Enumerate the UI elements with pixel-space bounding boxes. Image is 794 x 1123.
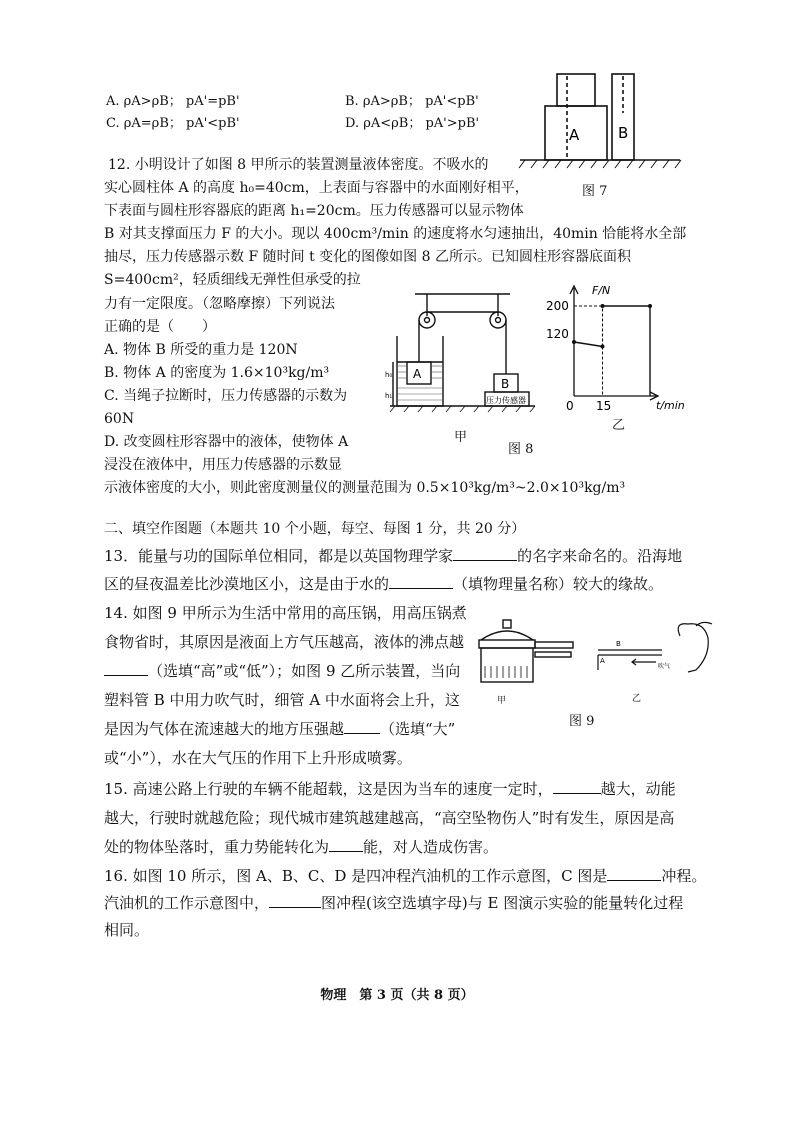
fig8-caption: 图 8 (508, 442, 534, 457)
q16-text-2b: 图冲程(该空选填字母)与 E 图演示实验的能量转化过程 (321, 894, 684, 912)
page-footer: 物理 第 3 页（共 8 页） (320, 988, 474, 1003)
q11-option-b: B. ρA>ρB； pA'<pB' (345, 94, 479, 109)
q14-line-2: 食物省时，其原因是液面上方气压越高，液体的沸点越 (104, 633, 465, 651)
fig9-jia-label: 甲 (497, 696, 507, 706)
fig8-yi-label: 乙 (612, 418, 626, 433)
graph-segment-declining (574, 342, 603, 347)
q13-text-1b: 的名字来命名的。沿海地 (517, 547, 683, 565)
q15-text-1a: 15. 高速公路上行驶的车辆不能超载，这是因为当车的速度一定时， (104, 780, 553, 798)
graph-ylabel: F/N (592, 284, 611, 297)
q12-option-a: A. 物体 B 所受的重力是 120N (104, 342, 298, 358)
fig8-jia-label: 甲 (454, 430, 468, 445)
q15-line-2: 越大，行驶时就越危险；现代城市建筑越建越高，“高空坠物伤人”时有发生，原因是高 (104, 809, 675, 827)
x-tick-label: 15 (596, 399, 612, 413)
q14-line-1: 14. 如图 9 甲所示为生活中常用的高压锅，用高压锅煮 (104, 604, 467, 622)
q12-line-8: 正确的是（ ） (104, 319, 216, 335)
graph-xlabel: t/min (656, 399, 685, 412)
figure-8-graph (540, 282, 690, 422)
fig9-label-b: B (616, 640, 621, 648)
figure-7 (515, 68, 685, 170)
fig9-yi-label: 乙 (632, 694, 642, 704)
q15-line-3 (104, 837, 498, 857)
q12-option-c-line-1: C. 当绳子拉断时，压力传感器的示数为 (104, 388, 348, 404)
q14-line-5 (104, 719, 455, 739)
q11-option-c: C. ρA=ρB； pA'<pB' (106, 116, 240, 131)
q16-text-1a: 16. 如图 10 所示，图 A、B、C、D 是四冲程汽油机的工作示意图，C 图是 (104, 867, 608, 885)
fig8-sensor-label: 压力传感器 (486, 396, 526, 405)
q12-option-d-line-3: 示液体密度的大小，则此密度测量仪的测量范围为 0.5×10³kg/m³~2.0×10³kg/m³ (104, 480, 626, 496)
q13-line-2 (104, 574, 663, 594)
q16-line-1 (104, 866, 706, 886)
q14-text-5b: （选填“大” (380, 720, 456, 738)
graph-point (572, 340, 576, 344)
q13-text-2b: （填物理量名称）较大的缘故。 (453, 575, 664, 593)
q15-text-1b: 越大，动能 (600, 780, 676, 798)
q15-blank-1[interactable] (553, 781, 601, 794)
q15-line-1 (104, 779, 676, 799)
figure-9-spray-device (592, 618, 722, 690)
q16-blank-2[interactable] (269, 895, 321, 908)
q15-text-3a: 处的物体坠落时，重力势能转化为 (104, 838, 330, 856)
graph-point (601, 345, 605, 349)
q16-text-2a: 汽油机的工作示意图中， (104, 894, 270, 912)
q11-option-d: D. ρA<ρB； pA'>pB' (345, 116, 480, 131)
fig8-h1-label: h₁ (385, 392, 393, 400)
q12-option-d-line-1: D. 改变圆柱形容器中的液体，使物体 A (104, 434, 349, 450)
q16-line-2 (104, 893, 683, 913)
q13-blank-2[interactable] (389, 576, 453, 589)
fig8-label-b: B (501, 377, 510, 391)
q15-text-3b: 能，对人造成伤害。 (363, 838, 499, 856)
figure-9-pressure-cooker (475, 618, 575, 690)
q14-line-4: 塑料管 B 中用力吹气时，细管 A 中水面将会上升，这 (104, 691, 460, 709)
section-2-title: 二、填空作图题（本题共 10 个小题，每空、每图 1 分，共 20 分） (104, 521, 526, 537)
q15-blank-2[interactable] (329, 839, 363, 852)
q12-line-3: 下表面与圆柱形容器底的距离 h₁=20cm。压力传感器可以显示物体 (104, 203, 524, 219)
q14-text-3b: （选填“高”或“低”）；如图 9 乙所示装置，当向 (148, 662, 461, 680)
cooker-handle-top (535, 642, 573, 648)
fig7-label-a: A (569, 126, 580, 144)
fig8-h0-label: h₀ (385, 371, 393, 379)
figure-8-apparatus (385, 288, 545, 426)
q12-line-7: 力有一定限度。（忽略摩擦）下列说法 (104, 296, 335, 312)
q12-line-1: 12. 小明设计了如图 8 甲所示的装置测量液体密度。不吸水的 (108, 157, 489, 173)
q12-line-6: S=400cm²，轻质细线无弹性但承受的拉 (104, 272, 361, 288)
face-icon (678, 624, 708, 672)
fig9-blow-label: 吹气 (658, 663, 671, 670)
q14-text-5a: 是因为气体在流速越大的地方压强越 (104, 720, 345, 738)
q14-blank-1[interactable] (104, 663, 148, 676)
q14-blank-2[interactable] (344, 721, 380, 734)
q13-text-1a: 13．能量与功的国际单位相同，都是以英国物理学家 (104, 547, 454, 565)
q16-text-1b: 冲程。 (661, 867, 707, 885)
valve-icon (503, 620, 511, 628)
y-tick-label: 120 (546, 327, 569, 341)
q16-line-3: 相同。 (104, 921, 150, 939)
q11-option-a: A. ρA>ρB； pA'=pB' (106, 94, 240, 109)
q16-blank-1[interactable] (607, 868, 661, 881)
q13-text-2a: 区的昼夜温差比沙漠地区小，这是由于水的 (104, 575, 390, 593)
x-tick-label: 0 (566, 399, 574, 413)
graph-point (601, 304, 605, 308)
fig7-label-b: B (618, 124, 629, 142)
q12-line-2: 实心圆柱体 A 的高度 h₀=40cm，上表面与容器中的水面刚好相平， (104, 180, 529, 196)
block-a-top (557, 74, 595, 106)
fig8-label-a: A (413, 367, 422, 381)
q12-option-b: B. 物体 A 的密度为 1.6×10³kg/m³ (104, 365, 330, 381)
q12-option-d-line-2: 浸没在液体中，用压力传感器的示数显 (104, 457, 342, 473)
q12-line-5: 抽尽，压力传感器示数 F 随时间 t 变化的图像如图 8 乙所示。已知圆柱形容器底面积 (104, 249, 631, 265)
q13-blank-1[interactable] (453, 548, 517, 561)
fig7-caption: 图 7 (582, 184, 608, 199)
q12-line-4: B 对其支撑面压力 F 的大小。现以 400cm³/min 的速度将水匀速抽出，40min 恰能将水全部 (104, 226, 687, 242)
fig9-caption: 图 9 (569, 714, 595, 729)
graph-point (648, 304, 652, 308)
q13-line-1 (104, 546, 682, 566)
q14-line-6: 或“小”），水在大气压的作用下上升形成喷雾。 (104, 749, 412, 767)
cooker-handle-bottom (535, 652, 571, 657)
y-tick-label: 200 (546, 299, 569, 313)
q14-line-3 (104, 661, 460, 681)
cooker-body (481, 648, 533, 682)
fig9-label-a: A (600, 657, 605, 665)
q12-option-c-line-2: 60N (104, 411, 135, 427)
